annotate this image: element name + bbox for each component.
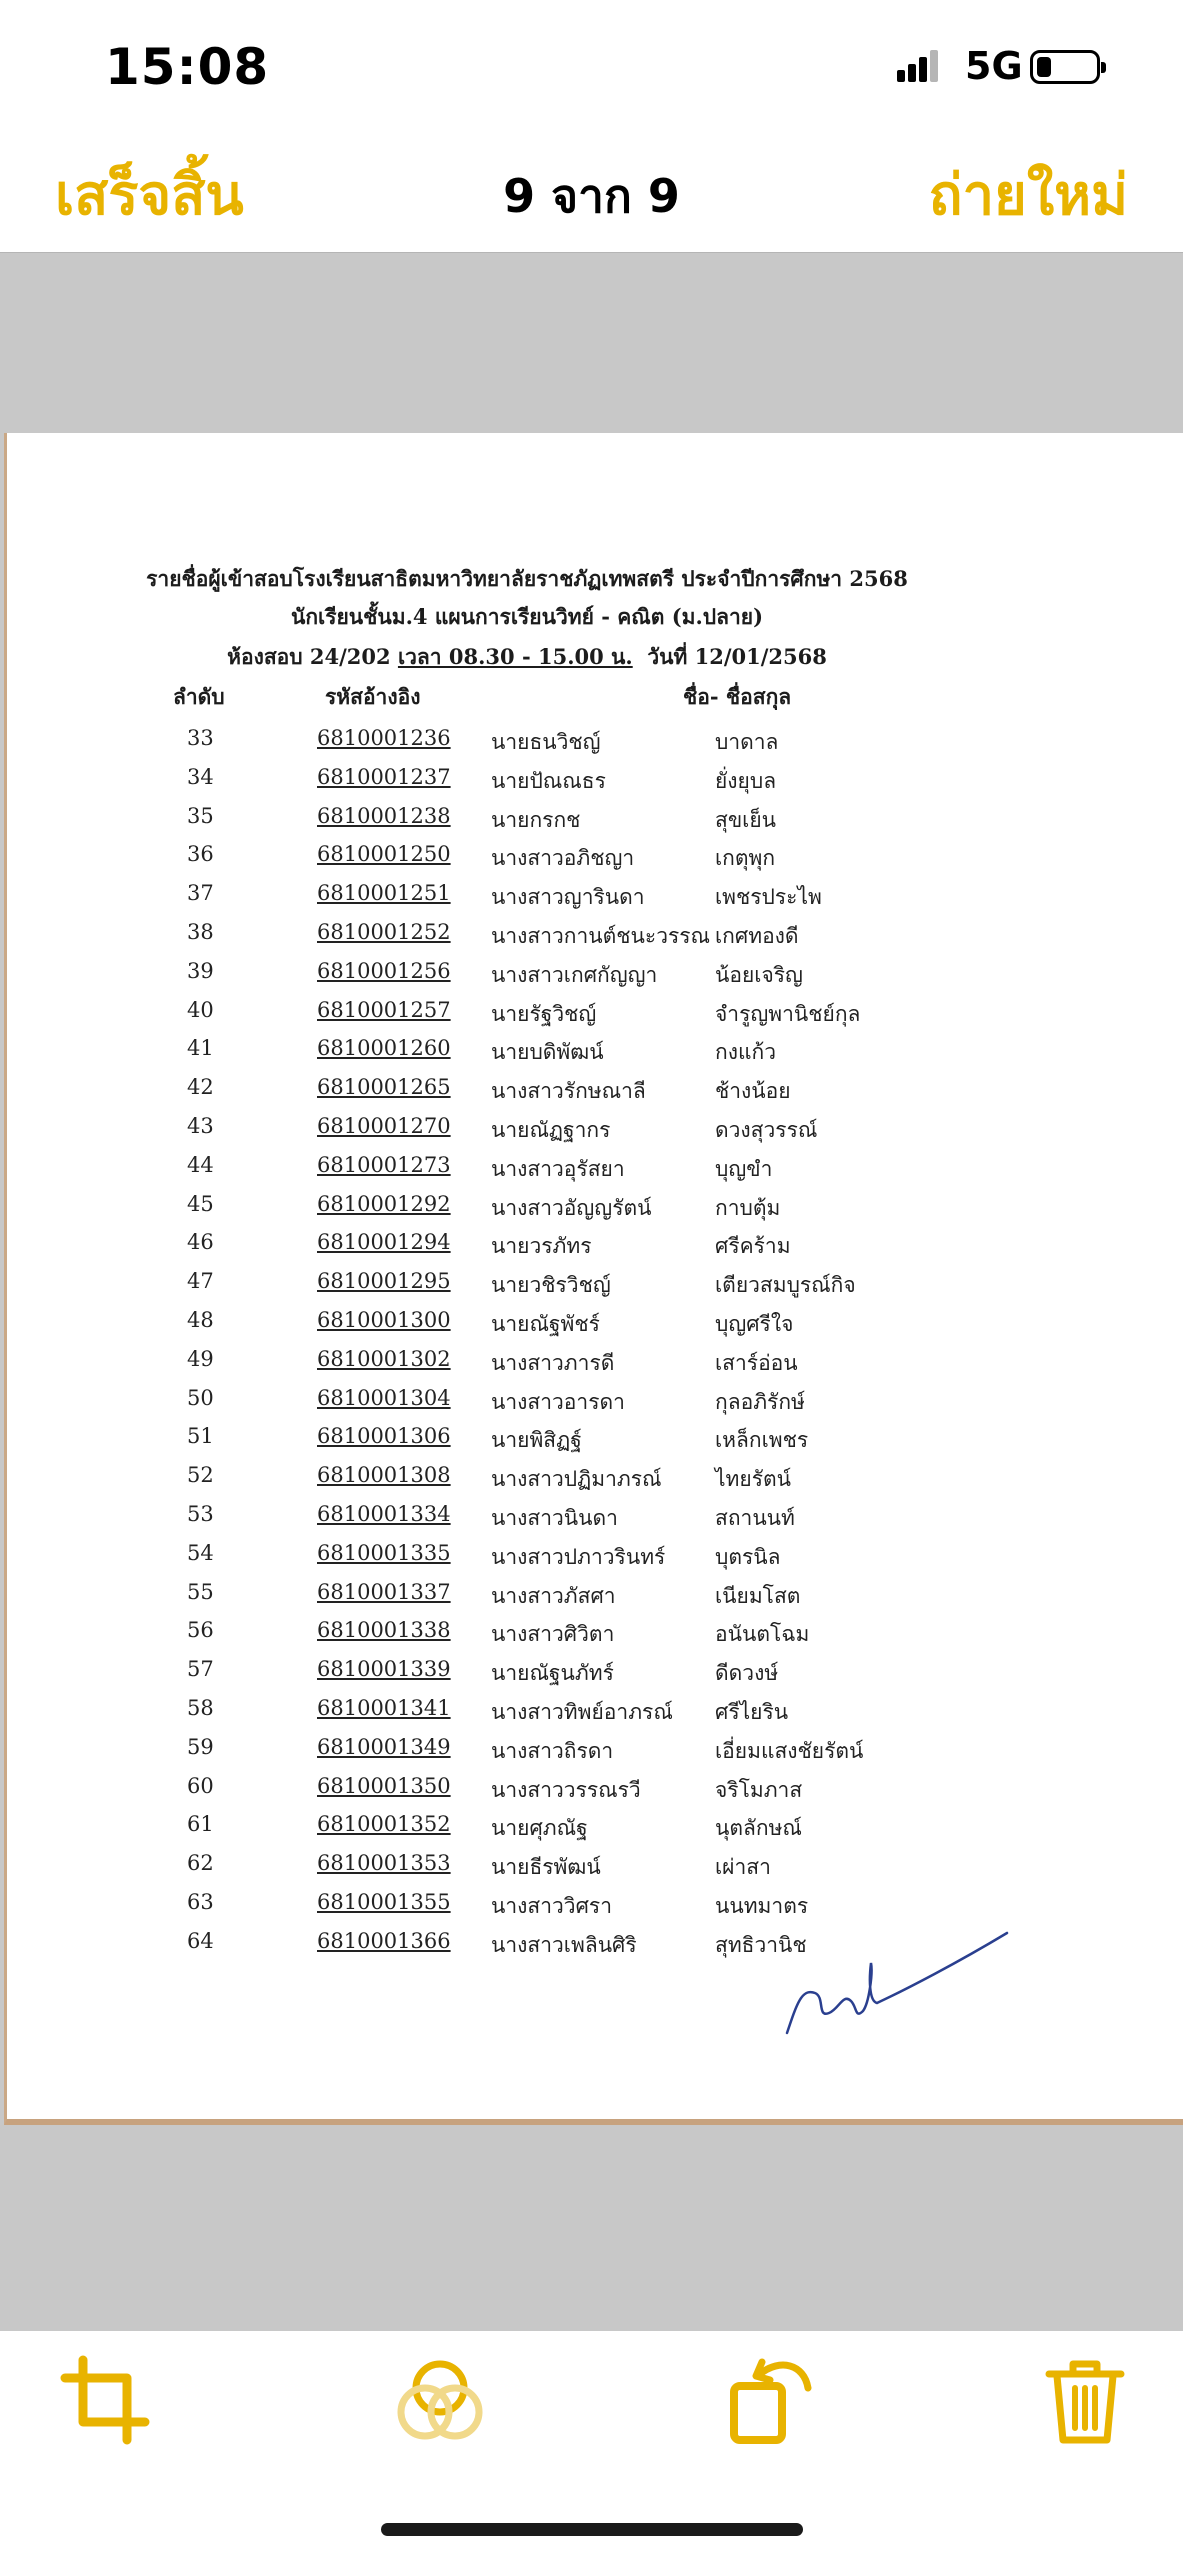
first-name: นายปัณณธร <box>491 768 606 793</box>
last-name: สถานนท์ <box>715 1506 795 1530</box>
first-name: นางสาวกานต์ชนะวรรณ <box>491 924 711 948</box>
trash-icon[interactable] <box>1035 2350 1135 2450</box>
row-number: 41 <box>187 1036 214 1061</box>
first-name: นายณัฐนภัทร์ <box>491 1661 614 1686</box>
last-name: จำรูญพานิชย์กุล <box>715 1001 861 1026</box>
rotate-icon[interactable] <box>720 2350 820 2450</box>
row-number: 52 <box>187 1463 214 1488</box>
table-row <box>7 959 1183 998</box>
filter-icon[interactable] <box>390 2350 490 2450</box>
first-name: นางสาวภัสศา <box>491 1583 616 1608</box>
first-name: นางสาวอารดา <box>491 1389 625 1414</box>
table-row <box>7 842 1183 881</box>
reference-code: 6810001257 <box>317 997 451 1022</box>
last-name: กุลอภิรักษ์ <box>715 1389 805 1414</box>
row-number: 45 <box>187 1191 214 1216</box>
document-title: รายชื่อผู้เข้าสอบโรงเรียนสาธิตมหาวิทยาลัยราชภัฏเทพสตรี ประจำปีการศึกษา 2568 <box>146 566 908 591</box>
reference-code: 6810001366 <box>317 1928 451 1953</box>
table-row <box>7 1657 1183 1696</box>
reference-code: 6810001256 <box>317 958 451 983</box>
last-name: เอี่ยมแสงชัยรัตน์ <box>715 1738 864 1763</box>
row-number: 61 <box>187 1812 214 1837</box>
done-button[interactable]: เสร็จสิ้น <box>55 163 244 228</box>
last-name: ไทยรัตน์ <box>715 1467 791 1492</box>
last-name: น้อยเจริญ <box>715 962 803 987</box>
first-name: นายกรกช <box>491 807 581 832</box>
table-row <box>7 1851 1183 1890</box>
last-name: ศรีไยริน <box>715 1700 789 1724</box>
first-name: นายวรภัทร <box>491 1234 592 1259</box>
last-name: ดีดวงษ์ <box>715 1661 779 1686</box>
first-name: นางสาวปฏิมาภรณ์ <box>491 1467 662 1492</box>
scanned-page <box>4 433 1183 2125</box>
table-row <box>7 1812 1183 1851</box>
row-number: 51 <box>187 1424 214 1449</box>
first-name: นางสาวนินดา <box>491 1506 618 1530</box>
row-number: 56 <box>187 1618 214 1643</box>
row-number: 63 <box>187 1890 214 1914</box>
header-code: รหัสอ้างอิง <box>325 684 421 709</box>
reference-code: 6810001349 <box>317 1734 451 1759</box>
reference-code: 6810001334 <box>317 1502 451 1526</box>
last-name: เตียวสมบูรณ์กิจ <box>715 1273 856 1298</box>
reference-code: 6810001294 <box>317 1230 451 1255</box>
reference-code: 6810001273 <box>317 1152 451 1177</box>
table-row <box>7 1424 1183 1463</box>
reference-code: 6810001292 <box>317 1191 451 1216</box>
first-name: นางสาวญารินดา <box>491 885 645 910</box>
last-name: บุตรนิล <box>715 1544 781 1569</box>
row-number: 34 <box>187 764 214 789</box>
table-row <box>7 1541 1183 1580</box>
first-name: นายรัฐวิชญ์ <box>491 1001 597 1026</box>
network-type: 5G <box>965 44 1023 88</box>
table-row <box>7 1580 1183 1619</box>
reference-code: 6810001260 <box>317 1036 451 1061</box>
exam-time: เวลา 08.30 - 15.00 น. <box>397 644 633 669</box>
last-name: นุตลักษณ์ <box>715 1816 802 1841</box>
table-row <box>7 1347 1183 1386</box>
exam-date: วันที่ 12/01/2568 <box>647 644 827 669</box>
exam-room: ห้องสอบ 24/202 <box>227 644 391 669</box>
table-row <box>7 1075 1183 1114</box>
reference-code: 6810001302 <box>317 1346 451 1371</box>
last-name: บุญศรีใจ <box>715 1312 794 1336</box>
reference-code: 6810001295 <box>317 1269 451 1294</box>
row-number: 38 <box>187 920 214 944</box>
reference-code: 6810001352 <box>317 1812 451 1837</box>
exam-room-line <box>7 641 1047 674</box>
last-name: ช้างน้อย <box>715 1079 791 1104</box>
reference-code: 6810001337 <box>317 1579 451 1604</box>
last-name: เพชรประไพ <box>715 885 822 910</box>
reference-code: 6810001251 <box>317 881 451 906</box>
reference-code: 6810001252 <box>317 920 451 944</box>
first-name: นางสาววิศรา <box>491 1894 612 1918</box>
reference-code: 6810001250 <box>317 842 451 867</box>
table-row <box>7 1502 1183 1541</box>
table-row <box>7 1735 1183 1774</box>
last-name: จริโมภาส <box>715 1777 803 1802</box>
reference-code: 6810001335 <box>317 1540 451 1565</box>
last-name: เผ่าสา <box>715 1855 771 1880</box>
first-name: นายพิสิฏฐ์ <box>491 1428 582 1453</box>
first-name: นายบดิพัฒน์ <box>491 1040 604 1065</box>
reference-code: 6810001300 <box>317 1308 451 1332</box>
reference-code: 6810001353 <box>317 1851 451 1876</box>
row-number: 59 <box>187 1734 214 1759</box>
row-number: 64 <box>187 1928 214 1953</box>
retake-button[interactable]: ถ่ายใหม่ <box>928 163 1128 228</box>
row-number: 62 <box>187 1851 214 1876</box>
last-name: ดวงสุวรรณ์ <box>715 1118 818 1142</box>
reference-code: 6810001238 <box>317 803 451 828</box>
table-row <box>7 998 1183 1037</box>
last-name: เกศทองดี <box>715 924 799 948</box>
row-number: 54 <box>187 1540 214 1565</box>
reference-code: 6810001265 <box>317 1075 451 1100</box>
row-number: 42 <box>187 1075 214 1100</box>
table-row <box>7 1114 1183 1153</box>
last-name: เนียมโสต <box>715 1583 801 1608</box>
first-name: นางสาวเกศกัญญา <box>491 962 658 987</box>
document-subtitle: นักเรียนชั้นม.4 แผนการเรียนวิทย์ - คณิต (ม.ปลาย) <box>290 604 764 629</box>
table-row <box>7 1269 1183 1308</box>
reference-code: 6810001338 <box>317 1618 451 1643</box>
row-number: 39 <box>187 958 214 983</box>
reference-code: 6810001236 <box>317 726 451 750</box>
first-name: นางสาวอัญญรัตน์ <box>491 1195 652 1220</box>
first-name: นายธนวิชญ์ <box>491 730 601 754</box>
row-number: 44 <box>187 1152 214 1177</box>
last-name: บาดาล <box>715 730 779 754</box>
last-name: เกตุพุก <box>715 846 776 871</box>
first-name: นายธีรพัฒน์ <box>491 1855 601 1880</box>
last-name: อนันตโฉม <box>715 1622 810 1647</box>
last-name: นนทมาตร <box>715 1894 809 1918</box>
first-name: นางสาวรักษณาลี <box>491 1079 646 1104</box>
first-name: นางสาววรรณรวี <box>491 1777 641 1802</box>
table-row <box>7 765 1183 804</box>
first-name: นายศุภณัฐ <box>491 1816 588 1841</box>
table-row <box>7 920 1183 959</box>
status-time: 15:08 <box>105 38 270 96</box>
first-name: นายณัฏฐากร <box>491 1118 611 1142</box>
reference-code: 6810001304 <box>317 1385 451 1410</box>
table-row <box>7 1230 1183 1269</box>
reference-code: 6810001339 <box>317 1657 451 1682</box>
first-name: นางสาวทิพย์อาภรณ์ <box>491 1700 673 1724</box>
first-name: นายณัฐพัชร์ <box>491 1312 600 1336</box>
first-name: นางสาวภารดี <box>491 1350 615 1375</box>
battery-icon <box>1030 50 1100 84</box>
last-name: กาบตุ้ม <box>715 1195 781 1220</box>
header-name: ชื่อ- ชื่อสกุล <box>683 684 792 709</box>
last-name: เสาร์อ่อน <box>715 1350 798 1375</box>
table-row <box>7 1463 1183 1502</box>
row-number: 35 <box>187 803 214 828</box>
last-name: กงแก้ว <box>715 1040 777 1065</box>
row-number: 46 <box>187 1230 214 1255</box>
table-row <box>7 1192 1183 1231</box>
first-name: นางสาวศิวิตา <box>491 1622 615 1647</box>
page-counter: 9 จาก 9 <box>503 169 680 223</box>
row-number: 55 <box>187 1579 214 1604</box>
reference-code: 6810001350 <box>317 1773 451 1798</box>
table-row <box>7 726 1183 765</box>
last-name: ยั่งยุบล <box>715 768 777 793</box>
reference-code: 6810001308 <box>317 1463 451 1488</box>
row-number: 47 <box>187 1269 214 1294</box>
last-name: สุขเย็น <box>715 807 777 832</box>
table-row <box>7 804 1183 843</box>
row-number: 57 <box>187 1657 214 1682</box>
crop-icon[interactable] <box>55 2350 155 2450</box>
last-name: บุญขำ <box>715 1156 773 1181</box>
table-row <box>7 1153 1183 1192</box>
reference-code: 6810001341 <box>317 1696 451 1720</box>
row-number: 33 <box>187 726 214 750</box>
first-name: นางสาวเพลินศิริ <box>491 1932 637 1957</box>
reference-code: 6810001355 <box>317 1890 451 1914</box>
table-row <box>7 1036 1183 1075</box>
table-row <box>7 1618 1183 1657</box>
row-number: 60 <box>187 1773 214 1798</box>
reference-code: 6810001306 <box>317 1424 451 1449</box>
row-number: 49 <box>187 1346 214 1371</box>
row-number: 53 <box>187 1502 214 1526</box>
first-name: นางสาวอภิชญา <box>491 846 635 871</box>
row-number: 37 <box>187 881 214 906</box>
first-name: นางสาวถิรดา <box>491 1738 614 1763</box>
row-number: 48 <box>187 1308 214 1332</box>
table-row <box>7 881 1183 920</box>
table-row <box>7 1386 1183 1425</box>
row-number: 50 <box>187 1385 214 1410</box>
document-viewer[interactable] <box>0 252 1183 2331</box>
table-row <box>7 1774 1183 1813</box>
table-row <box>7 1308 1183 1347</box>
table-row <box>7 1696 1183 1735</box>
reference-code: 6810001270 <box>317 1114 451 1138</box>
first-name: นายวชิรวิชญ์ <box>491 1273 611 1298</box>
row-number: 36 <box>187 842 214 867</box>
row-number: 58 <box>187 1696 214 1720</box>
last-name: ศรีคร้าม <box>715 1234 791 1259</box>
first-name: นางสาวปภาวรินทร์ <box>491 1544 666 1569</box>
cellular-signal-icon <box>897 50 937 82</box>
signature <box>777 1893 1017 2043</box>
header-no: ลำดับ <box>173 684 225 709</box>
first-name: นางสาวอุรัสยา <box>491 1156 625 1181</box>
reference-code: 6810001237 <box>317 764 451 789</box>
row-number: 43 <box>187 1114 214 1138</box>
row-number: 40 <box>187 997 214 1022</box>
last-name: เหล็กเพชร <box>715 1428 809 1453</box>
last-name: สุทธิวานิช <box>715 1932 807 1957</box>
home-indicator[interactable] <box>381 2523 803 2536</box>
